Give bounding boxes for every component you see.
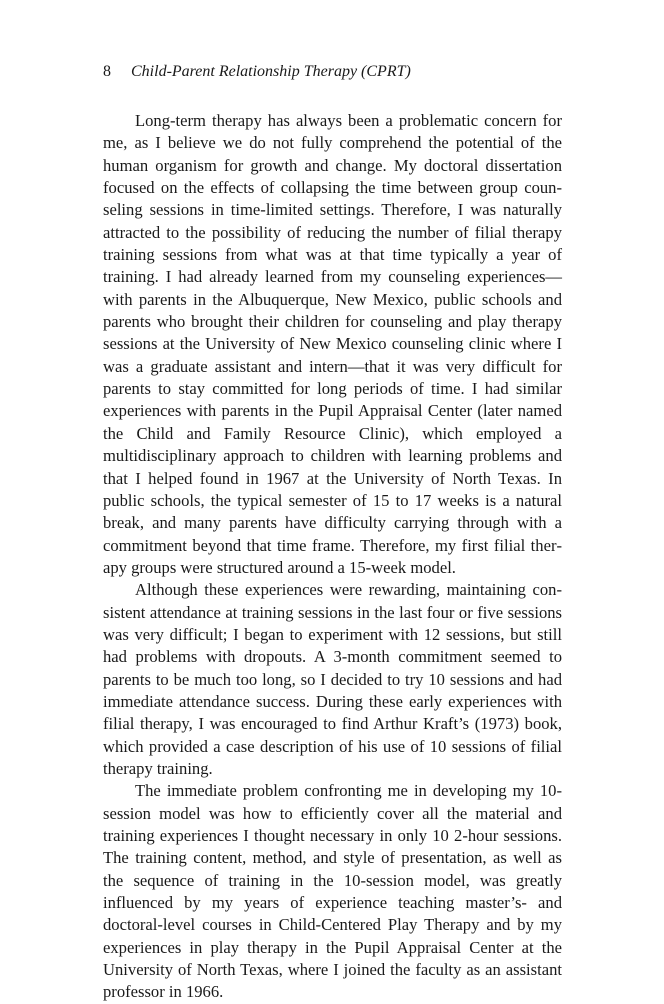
paragraph-long-term-therapy: Long-term therapy has always been a problematic concern for me, as I believe we do not fully comprehend the potential of the human organism for growth and change. My doctoral dissertation focused on the effects of collapsing the time between group counseling sessions in time-limited settings. Therefore, I was naturally attracted to the possibility of reducing the number of filial therapy training sessions from what was at that time typically a year of training. I had already learned from my counseling experiences—with parents in the Albuquerque, New Mexico, public schools and parents who brought their children for counseling and play therapy sessions at the University of New Mexico counseling clinic where I was a graduate assistant and intern—that it was very difficult for parents to stay committed for long periods of time. I had similar experiences with parents in the Pupil Appraisal Center (later named the Child and Family Resource Clinic), which employed a multidisciplinary approach to children with learning problems and that I helped found in 1967 at the University of North Texas. In public schools, the typical semester of 15 to 17 weeks is a natural break, and many parents have difficulty carrying through with a commitment beyond that time frame. Therefore, my first filial therapy groups were structured around a 15-week model. <box>103 111 562 577</box>
running-head <box>103 62 411 82</box>
paragraph-attendance: Although these experiences were rewarding, maintaining consistent attendance at training sessions in the last four or five sessions was very difficult; I began to experiment with 12 sessions, but still had problems with dropouts. A 3-month commitment seemed to parents to be much too long, so I decided to try 10 sessions and had immediate attendance success. During these early experiences with filial therapy, I was encouraged to find Arthur Kraft’s (1973) book, which provided a case description of his use of 10 sessions of filial therapy training. <box>103 580 562 778</box>
paragraph-ten-session-model: The immediate problem confronting me in developing my 10-session model was how to efficiently cover all the material and training experiences I thought necessary in only 10 2-hour sessions. The training content, method, and style of presentation, as well as the sequence of training in the 10-session model, was greatly influenced by my years of experience teaching master’s- and doctoral-level courses in Child-Centered Play Therapy and by my experiences in play therapy in the Pupil Appraisal Center at the University of North Texas, where I joined the faculty as an assistant professor in 1966. <box>103 781 562 1002</box>
book-title: Child-Parent Relationship Therapy (CPRT) <box>131 63 411 80</box>
page-number: 8 <box>103 63 111 80</box>
body-text <box>103 110 562 1004</box>
